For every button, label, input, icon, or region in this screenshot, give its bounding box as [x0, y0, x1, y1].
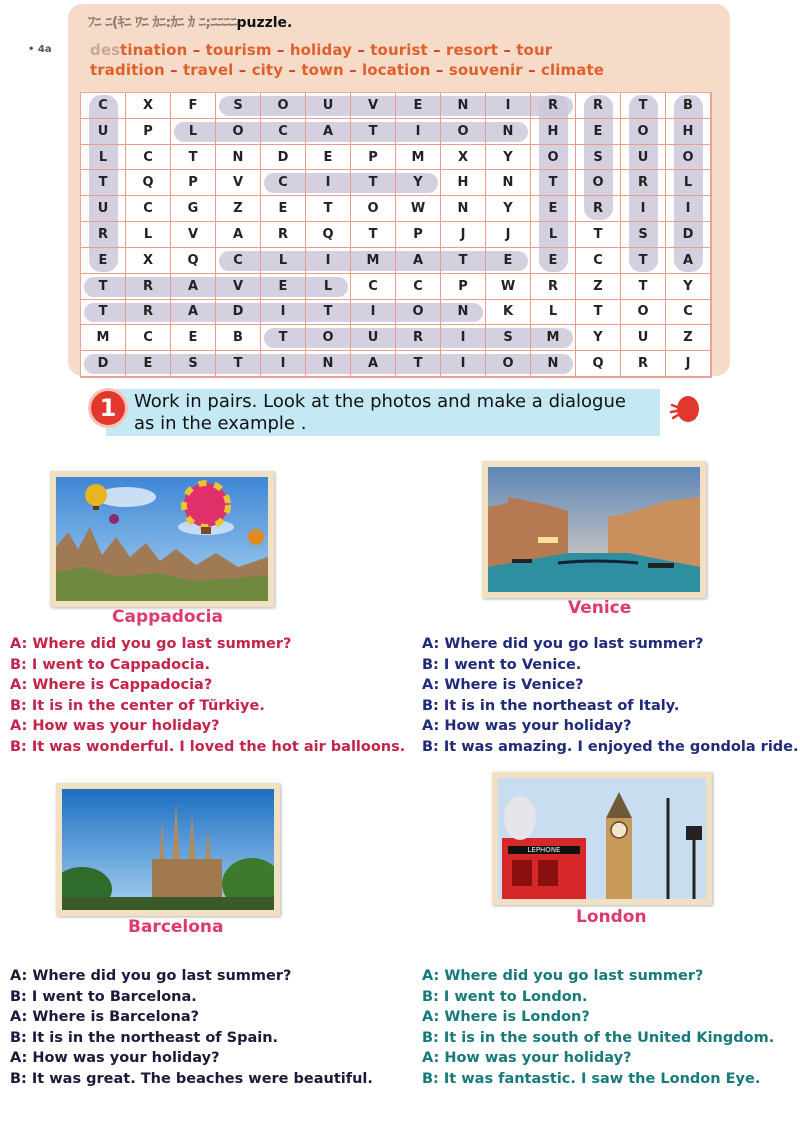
grid-cell: E [531, 196, 576, 222]
grid-cell: T [531, 170, 576, 196]
grid-cell: T [621, 274, 666, 300]
grid-cell: E [576, 119, 621, 145]
grid-cell: M [81, 325, 126, 351]
word-town: town [301, 61, 344, 79]
dialogue-line: B: It was great. The beaches were beautiful. [10, 1070, 373, 1087]
grid-cell: A [216, 222, 261, 248]
word-prefix-faded: des [90, 41, 121, 59]
word-search-grid [80, 92, 712, 378]
grid-cell: P [441, 274, 486, 300]
grid-cell: N [486, 170, 531, 196]
grid-cell: C [666, 300, 711, 326]
grid-cell: S [171, 351, 216, 377]
venice-photo [482, 461, 706, 598]
grid-cell: C [81, 93, 126, 119]
grid-cell: E [261, 274, 306, 300]
grid-cell: R [126, 300, 171, 326]
grid-cell: R [396, 325, 441, 351]
grid-cell: U [81, 196, 126, 222]
grid-cell: E [81, 248, 126, 274]
dialogue-barcelona [10, 966, 373, 1090]
grid-cell: I [261, 300, 306, 326]
grid-cell: I [396, 119, 441, 145]
grid-cell: Y [486, 145, 531, 171]
grid-cell: R [81, 222, 126, 248]
caption-venice: Venice [568, 598, 632, 618]
grid-cell: N [486, 119, 531, 145]
grid-cell: T [216, 351, 261, 377]
grid-cell: N [216, 145, 261, 171]
grid-cell: I [306, 248, 351, 274]
dialogue-line: A: Where did you go last summer? [422, 968, 704, 984]
grid-cell: E [306, 145, 351, 171]
word-resort: resort [446, 41, 499, 59]
grid-cell: L [171, 119, 216, 145]
grid-cell: V [351, 93, 396, 119]
grid-cell: C [261, 119, 306, 145]
dialogue-london [422, 966, 774, 1090]
word-tour: tour [516, 41, 553, 59]
grid-cell: L [666, 170, 711, 196]
word-tradition: tradition [90, 61, 165, 79]
grid-cell: O [441, 119, 486, 145]
grid-cell: O [306, 325, 351, 351]
dialogue-line: A: Where did you go last summer? [422, 636, 704, 652]
grid-cell: T [441, 248, 486, 274]
grid-cell: U [81, 119, 126, 145]
grid-cell: V [171, 222, 216, 248]
word-souvenir: souvenir [448, 61, 523, 79]
grid-cell: U [306, 93, 351, 119]
dialogue-line: A: Where is Barcelona? [10, 1009, 200, 1026]
grid-cell: Y [396, 170, 441, 196]
london-photo [492, 772, 712, 905]
grid-cell: U [621, 145, 666, 171]
grid-cell: O [621, 300, 666, 326]
grid-cell: Y [576, 325, 621, 351]
grid-cell: I [351, 300, 396, 326]
grid-cell: Q [576, 351, 621, 377]
word-city: city [251, 61, 284, 79]
grid-cell: I [486, 93, 531, 119]
grid-cell: A [351, 351, 396, 377]
grid-cell: O [576, 170, 621, 196]
grid-cell: J [441, 222, 486, 248]
grid-cell: D [261, 145, 306, 171]
dialogue-line: B: It is in the center of Türkiye. [10, 697, 265, 714]
grid-cell: B [216, 325, 261, 351]
grid-cell: N [441, 93, 486, 119]
grid-cell: O [261, 93, 306, 119]
grid-cell: A [171, 274, 216, 300]
grid-cell: X [441, 145, 486, 171]
grid-cell: R [621, 351, 666, 377]
word-location: location [362, 61, 431, 79]
cappadocia-photo [50, 471, 274, 607]
grid-cell: M [531, 325, 576, 351]
grid-cell: C [396, 274, 441, 300]
grid-cell: H [441, 170, 486, 196]
grid-cell: E [396, 93, 441, 119]
grid-cell: E [531, 248, 576, 274]
grid-cell: O [621, 119, 666, 145]
grid-cell: X [126, 248, 171, 274]
section-instruction [134, 391, 626, 435]
grid-cell: Q [171, 248, 216, 274]
grid-cell: Z [216, 196, 261, 222]
grid-cell: E [171, 325, 216, 351]
grid-cell: A [306, 119, 351, 145]
grid-cell: Z [576, 274, 621, 300]
dialogue-venice [422, 634, 799, 758]
word-list-row1: destination – tourism – holiday – tourist – resort – tour [90, 41, 553, 59]
word-tourism: tourism [205, 41, 272, 59]
grid-cell: I [261, 351, 306, 377]
dialogue-line: A: How was your holiday? [10, 1050, 220, 1067]
grid-cell: X [126, 93, 171, 119]
grid-cell: T [576, 300, 621, 326]
grid-cell: T [81, 274, 126, 300]
word-destination: tination [120, 41, 188, 59]
grid-cell: N [306, 351, 351, 377]
caption-cappadocia: Cappadocia [112, 607, 223, 627]
instruction-end: puzzle. [236, 15, 293, 31]
word-climate: climate [541, 61, 604, 79]
grid-cell: L [261, 248, 306, 274]
caption-barcelona: Barcelona [128, 917, 224, 937]
grid-cell: D [666, 222, 711, 248]
grid-cell: T [306, 196, 351, 222]
dialogue-line: B: It is in the northeast of Spain. [10, 1029, 279, 1046]
dialogue-line: A: How was your holiday? [10, 718, 220, 735]
grid-cell: L [306, 274, 351, 300]
grid-cell: L [531, 222, 576, 248]
grid-cell: P [351, 145, 396, 171]
dialogue-line: B: I went to Barcelona. [10, 988, 197, 1005]
grid-cell: S [621, 222, 666, 248]
grid-cell: P [396, 222, 441, 248]
grid-cell: R [531, 274, 576, 300]
caption-london: London [576, 907, 647, 927]
grid-cell: H [531, 119, 576, 145]
grid-cell: T [81, 170, 126, 196]
word-list-row2: tradition – travel – city – town – location – souvenir – climate [90, 61, 604, 79]
grid-cell: Y [486, 196, 531, 222]
grid-cell: P [171, 170, 216, 196]
section-instruction-line2: as in the example . [134, 413, 307, 434]
grid-cell: P [126, 119, 171, 145]
grid-cell: C [126, 325, 171, 351]
grid-cell: C [126, 196, 171, 222]
grid-cell: T [306, 300, 351, 326]
grid-cell: M [351, 248, 396, 274]
phone-box-sign: LEPHONE [527, 846, 561, 854]
grid-cell: U [621, 325, 666, 351]
grid-cell: D [81, 351, 126, 377]
grid-cell: V [216, 170, 261, 196]
grid-cell: R [126, 274, 171, 300]
grid-cell: T [261, 325, 306, 351]
grid-cell: W [396, 196, 441, 222]
grid-cell: O [486, 351, 531, 377]
grid-cell: O [666, 145, 711, 171]
grid-cell: U [351, 325, 396, 351]
grid-cell: M [396, 145, 441, 171]
grid-cell: L [531, 300, 576, 326]
grid-cell: J [486, 222, 531, 248]
grid-cell: N [441, 196, 486, 222]
dialogue-line: B: It was amazing. I enjoyed the gondola ride. [422, 738, 799, 755]
grid-cell: T [396, 351, 441, 377]
dialogue-line: B: It was wonderful. I loved the hot air balloons. [10, 738, 406, 755]
grid-cell: Y [666, 274, 711, 300]
grid-cell: E [126, 351, 171, 377]
grid-cell: R [531, 93, 576, 119]
grid-cell: N [531, 351, 576, 377]
grid-cell: L [81, 145, 126, 171]
grid-cell: K [486, 300, 531, 326]
grid-cell: V [216, 274, 261, 300]
grid-cell: C [351, 274, 396, 300]
word-travel: travel [183, 61, 234, 79]
grid-cell: B [666, 93, 711, 119]
grid-cell: A [396, 248, 441, 274]
grid-cell: H [666, 119, 711, 145]
dialogue-line: A: Where is Venice? [422, 677, 584, 694]
grid-cell: C [576, 248, 621, 274]
puzzle-instruction [88, 12, 292, 32]
grid-cell: S [576, 145, 621, 171]
grid-cell: I [621, 196, 666, 222]
grid-cell: T [621, 248, 666, 274]
section-number: 1 [88, 388, 128, 428]
grid-cell: G [171, 196, 216, 222]
grid-cell: T [576, 222, 621, 248]
grid-cell: F [171, 93, 216, 119]
grid-cell: C [261, 170, 306, 196]
grid-cell: E [261, 196, 306, 222]
grid-cell: O [531, 145, 576, 171]
section-marker: • 4a [28, 44, 52, 55]
grid-cell: O [351, 196, 396, 222]
speaking-icon [668, 392, 702, 430]
dialogue-cappadocia [10, 634, 405, 758]
instruction-scribble: ﾌﾆ ﾆ(ｷﾆ ﾜﾆ ｶﾆ:ｶﾆ ｶ ﾆ;ﾆﾆﾆﾆ [88, 15, 237, 31]
grid-cell: R [576, 196, 621, 222]
grid-cell: R [576, 93, 621, 119]
grid-cell: Q [126, 170, 171, 196]
grid-cell: T [351, 170, 396, 196]
grid-cell: E [486, 248, 531, 274]
grid-cell: O [396, 300, 441, 326]
grid-cell: D [216, 300, 261, 326]
grid-cell: I [306, 170, 351, 196]
dialogue-line: A: Where is Cappadocia? [10, 677, 213, 694]
grid-cell: C [126, 145, 171, 171]
grid-cell: T [171, 145, 216, 171]
dialogue-line: A: Where did you go last summer? [10, 968, 292, 984]
grid-cell: A [666, 248, 711, 274]
barcelona-photo [56, 783, 280, 916]
grid-cell: S [486, 325, 531, 351]
grid-cell: Q [306, 222, 351, 248]
grid-cell: I [666, 196, 711, 222]
grid-cell: R [261, 222, 306, 248]
dialogue-line: B: I went to London. [422, 988, 588, 1005]
grid-cell: S [216, 93, 261, 119]
grid-cell: C [216, 248, 261, 274]
grid-cell: I [441, 351, 486, 377]
grid-cell: W [486, 274, 531, 300]
section-instruction-line1: Work in pairs. Look at the photos and make a dialogue [134, 391, 626, 412]
dialogue-line: B: I went to Venice. [422, 656, 582, 673]
dialogue-line: B: I went to Cappadocia. [10, 656, 210, 673]
grid-cell: T [81, 300, 126, 326]
grid-cell: I [441, 325, 486, 351]
dialogue-line: A: Where is London? [422, 1009, 590, 1026]
grid-cell: O [216, 119, 261, 145]
dialogue-line: A: How was your holiday? [422, 718, 632, 735]
word-holiday: holiday [289, 41, 352, 59]
dialogue-line: A: Where did you go last summer? [10, 636, 292, 652]
grid-cell: N [441, 300, 486, 326]
word-tourist: tourist [370, 41, 428, 59]
dialogue-line: B: It is in the south of the United Kingdom. [422, 1029, 775, 1046]
dialogue-line: B: It is in the northeast of Italy. [422, 697, 680, 714]
grid-cell: L [126, 222, 171, 248]
grid-cell: T [621, 93, 666, 119]
grid-cell: A [171, 300, 216, 326]
grid-cell: Z [666, 325, 711, 351]
grid-cell: T [351, 119, 396, 145]
grid-cell: R [621, 170, 666, 196]
grid-cell: T [351, 222, 396, 248]
dialogue-line: A: How was your holiday? [422, 1050, 632, 1067]
dialogue-line: B: It was fantastic. I saw the London Eye. [422, 1070, 761, 1087]
grid-cell: J [666, 351, 711, 377]
